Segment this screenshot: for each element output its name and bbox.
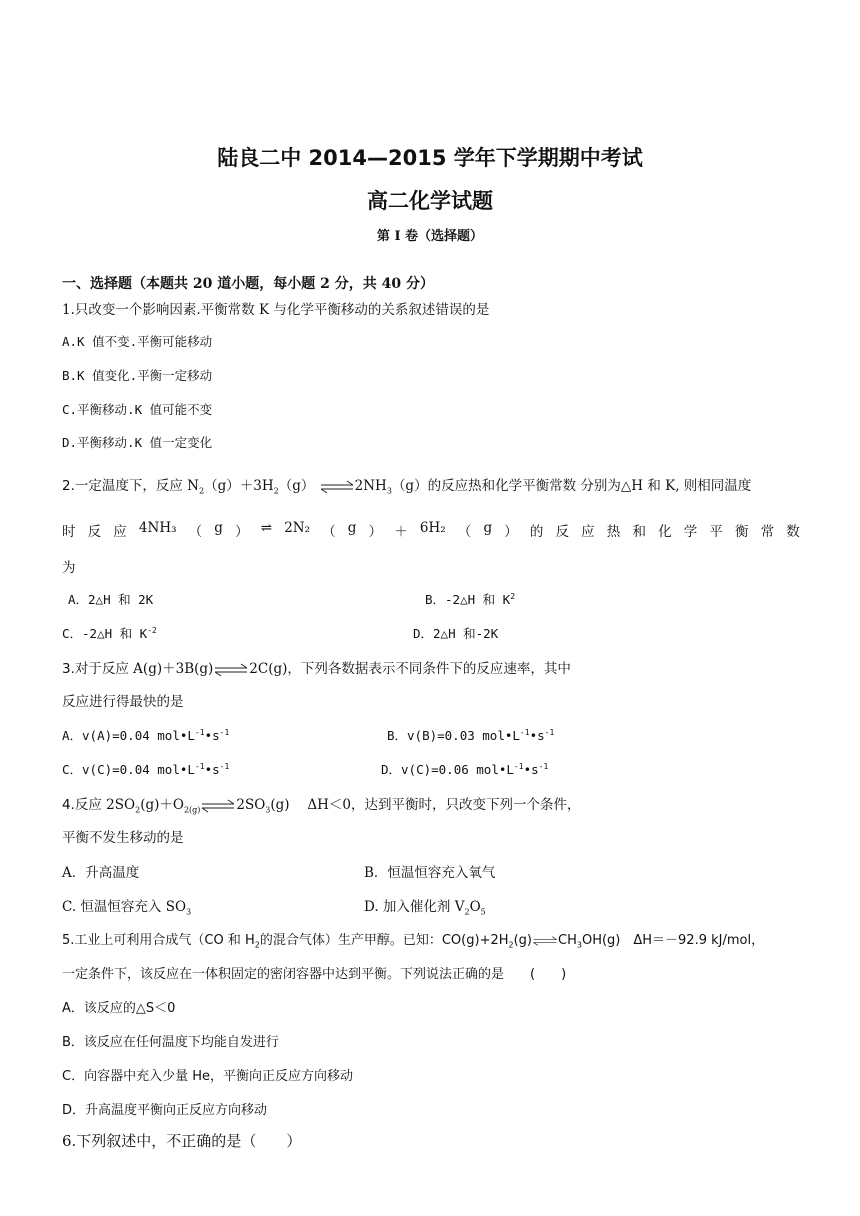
equilibrium-arrow-icon: ⇌	[260, 520, 273, 536]
exam-part: 第 I 卷（选择题）	[376, 229, 484, 244]
q3-stem-line1: 3.对于反应 A(g)＋3B(g) 2C(g)，下列各数据表示不同条件下的反应速率，其中	[62, 661, 571, 677]
q5-option-b: B．该反应在任何温度下均能自发进行	[62, 1035, 279, 1050]
equilibrium-arrow-icon	[319, 480, 355, 494]
q2-stem-line1: 2.一定温度下，反应 $N_2(g)+3H_2(g)$ $2NH_3(g)$的反应热和化学平衡常数 分别为△H 和 K, 则相同温度	[62, 478, 752, 496]
q2-number: 2.	[62, 478, 75, 494]
q4-option-a: A．升高温度	[62, 865, 140, 881]
exam-title: 陆良二中 2014—2015 学年下学期期中考试	[217, 146, 643, 170]
q1-option-d: D.平衡移动.K 值一定变化	[62, 435, 213, 450]
q5-option-c: C．向容器中充入少量 He，平衡向正反应方向移动	[62, 1069, 353, 1084]
q2-option-c: C．-2△H 和 $K^{-2}$	[62, 625, 157, 641]
q1-stem: 1.只改变一个影响因素.平衡常数 K 与化学平衡移动的关系叙述错误的是	[62, 302, 490, 318]
q4-stem-line2: 平衡不发生移动的是	[62, 830, 184, 846]
equilibrium-arrow-icon	[213, 663, 249, 677]
q2-option-b: B．-2△H 和 $K^2$	[425, 591, 516, 607]
q4-option-b: B．恒温恒容充入氧气	[364, 865, 496, 881]
q3-option-c: C．v(C)=0.04 $mol•L^{-1}•s^{-1}$	[62, 761, 230, 777]
q1-option-b: B.K 值变化.平衡一定移动	[62, 368, 213, 383]
q4-option-c: C. 恒温恒容充入 $SO_3$	[62, 899, 192, 917]
q1-option-a: A.K 值不变.平衡可能移动	[62, 334, 213, 349]
q2-stem-line2: 时 反 应 4NH₃ （ g ） ⇌ 2N₂ （ g ） ＋ 6H₂ （ g ） 的 反 应 热 和 化 学 平 衡 常 数	[62, 520, 800, 540]
equilibrium-arrow-icon	[200, 799, 236, 813]
q3-option-b: B．v(B)=0.03 $mol•L^{-1}•s^{-1}$	[387, 727, 555, 743]
q4-stem-line1: 4.反应 $2SO_2(g)+O_{2(g)}$ $2SO_3(g)$ ΔH＜0，达到平衡时，只改变下列一个条件，	[62, 797, 581, 815]
equilibrium-arrow-icon	[532, 934, 558, 948]
exam-subject: 高二化学试题	[367, 189, 493, 213]
q2-option-d: D．2△H 和-2K	[413, 626, 499, 641]
q3-option-d: D．v(C)=0.06 $mol•L^{-1}•s^{-1}$	[381, 761, 549, 777]
q5-option-d: D．升高温度平衡向正反应方向移动	[62, 1103, 268, 1118]
q1-option-c: C.平衡移动.K 值可能不变	[62, 402, 213, 417]
q2-option-a: A．2△H 和 2K	[68, 592, 154, 607]
q4-option-d: D. 加入催化剂 $V_2O_5$	[364, 899, 486, 917]
q6-stem: 6.下列叙述中，不正确的是（ ）	[62, 1132, 302, 1150]
q3-stem-line2: 反应进行得最快的是	[62, 694, 184, 710]
q5-option-a: A．该反应的△S＜0	[62, 1001, 176, 1016]
q5-stem-line1: 5.工业上可利用合成气（CO 和 $H_2$的混合气体）生产甲醇。已知：$CO(g)+2H_2(g)$ $CH_3OH(g)$ ΔH＝－92.9 kJ/mol，	[62, 933, 765, 950]
q2-stem-line3: 为	[62, 560, 76, 576]
q5-stem-line2: 一定条件下，该反应在一体积固定的密闭容器中达到平衡。下列说法正确的是 ( )	[62, 967, 567, 982]
q3-option-a: A．v(A)=0.04 $mol•L^{-1}•s^{-1}$	[62, 727, 230, 743]
section-heading: 一、选择题（本题共 20 道小题，每小题 2 分，共 40 分）	[62, 276, 434, 292]
